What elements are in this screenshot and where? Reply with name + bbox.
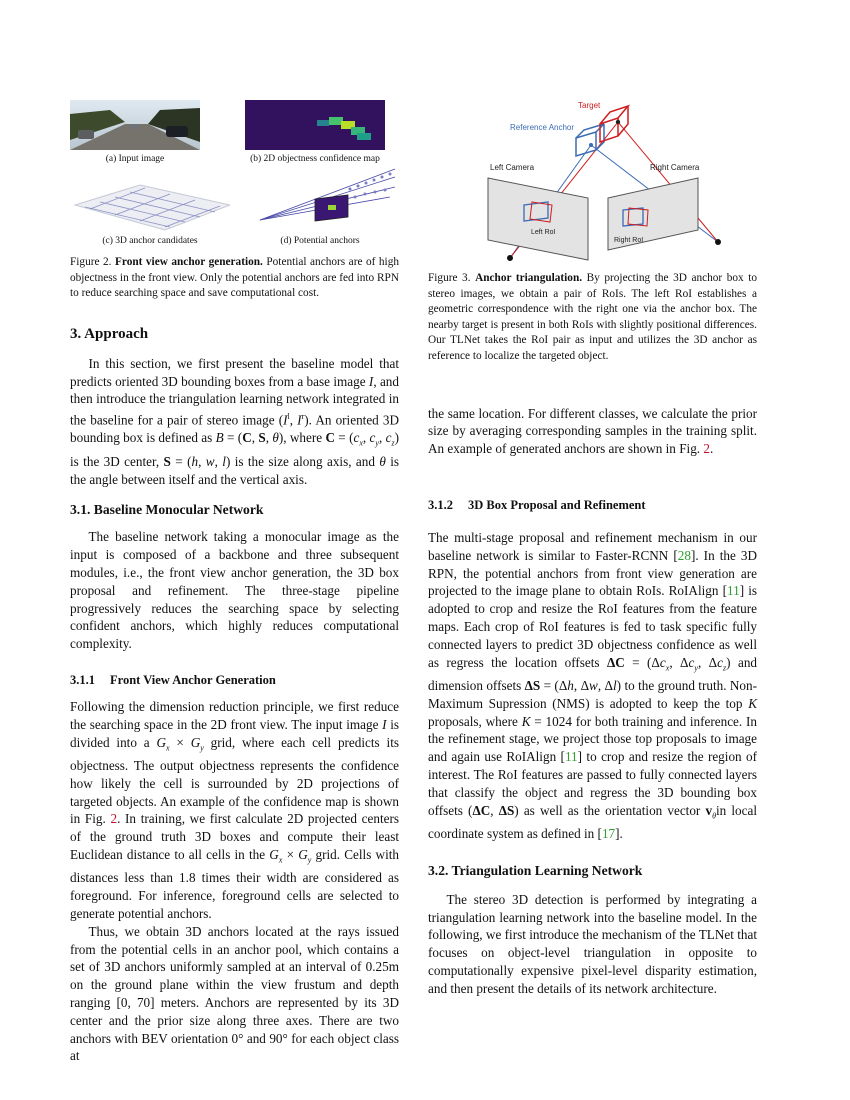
figure-3-text: By projecting the 3D anchor box to stereo images, we obtain a pair of RoIs. The left RoI establishes a geometric correspondence with the right one via the anchor box. The nearby target is present in both RoIs with slightly positional differences. Our TLNet takes the RoI pair as input and utilizes the 3D anchor as reference to localize the targeted object. [428,272,758,362]
figure-2-panel-a-input-image [70,100,200,150]
right-roi-label: Right RoI [614,237,644,244]
figure-2-caption [70,255,399,302]
tln-paragraph: The stereo 3D detection is performed by integrating a triangulation learning network into the baseline model. In the following, we first introduce the mechanism of the TLNet that focuses on object-level triangulation in opposite to computationally expensive pixel-level disparity estimation, and then present the details of its network architecture. [428,891,757,996]
figure-2-panel-d-potential-anchors [240,165,400,235]
ref-faster-rcnn[interactable]: 28 [677,547,691,563]
section-baseline-heading: 3.1. Baseline Monocular Network [70,502,264,518]
fvag-paragraph-2: Thus, we obtain 3D anchors located at the rays issued from the potential cells in an anchor pool, which contains a set of 3D anchors uniformly sampled at an interval of 0.25m on the ground plane within the view frustum and depth ranging [0, 70] meters. Anchors are represented by its 3D center and the prior size along three axes. There are two anchors with BEV orientation 0° and 90° for each object class at [70,923,399,1064]
right-column [428,90,757,998]
figure-3-caption [428,271,757,365]
figure-2-panel-c-anchor-candidates [70,175,230,235]
section-approach-heading: 3. Approach [70,325,149,342]
reference-anchor-label: Reference Anchor [510,123,575,132]
right-camera-label: Right Camera [650,163,700,172]
figure-2-subcaption-b: (b) 2D objectness confidence map [250,154,380,164]
left-roi-label: Left RoI [531,229,556,236]
figure-2-subcaption-d: (d) Potential anchors [280,236,360,246]
left-camera-label: Left Camera [490,163,535,172]
fig-2-link-2[interactable]: 2 [703,441,710,457]
bpr-paragraph: The multi-stage proposal and refinement mechanism in our baseline network is similar to Faster-RCNN [28]. In the 3D RPN, the potential anchors from front view generation are projected to the image plane to obtain RoIs. RoIAlign [11] is adopted to crop and resize the RoI features from the feature maps. Each crop of RoI features is fed to task specific fully connected layers to predict 3D objectness confidence as well as regress the location offsets $\Delta C = (\Delta c_x$, $\Delta c_y$, $\Delta c_z$) and dimension offsets ΔS = (Δh, Δw, Δl) to the ground truth. Non-Maximum Supression (NMS) is adopted to keep the top K proposals, where K = 1024 for both training and inference. In the refinement stage, we project those top proposals to image and again use RoIAlign [11] to crop and resize the region of interest. The RoI features are passed to fully connected layers that classify the object and regress the 3D bounding box offsets (ΔC, ΔS) as well as the orientation vector $v_\theta in$ local coordinate system as defined in [17]. [428,529,758,841]
left-column [70,90,399,1065]
ref-roialign-2[interactable]: 11 [564,749,578,765]
section-bpr-heading: 3.1.2 3D Box Proposal and Refinement [428,497,646,512]
figure-2-title: Front view anchor generation. [115,256,263,268]
fvag-paragraph-1: Following the dimension reduction principle, we first reduce the searching space in the 2D front view. The input image I is divided into a $G_x \times G_y$ grid, where each cell predicts its objectness. The output objectness represents the confidence how likely the cell is surrounded by 2D projections of targeted objects. An example of the confidence map is shown in Fig. 2. In training, we first calculate 2D projected centers of the ground truth 3D boxes and compute their least Euclidean distance to all cells in the $G_x \times G_y$ grid. Cells with distances less than 1.8 times their width are considered as foreground. For inference, foreground cells are selected to generate potential anchors. [70,698,400,922]
figure-3-label: Figure 3. [428,272,471,284]
figure-2 [70,90,399,255]
figure-3-anchor-triangulation-diagram [428,90,757,265]
fig-2-link[interactable]: 2 [110,811,118,827]
baseline-paragraph: The baseline network taking a monocular image as the input is composed of a backbone and three subsequent modules, i.e., the front view anchor generation, the 3D box proposal and refinement. The three-stage pipeline progressively reduces the searching space by selecting confident anchors, which highly reduces computational complexity. [70,529,399,652]
figure-2-subcaption-c: (c) 3D anchor candidates [102,236,198,246]
figure-2-subcaption-a: (a) Input image [105,154,165,164]
figure-3-title: Anchor triangulation. [475,272,583,284]
figure-2-panel-b-confidence-map [245,100,385,150]
section-fvag-heading: 3.1.1 Front View Anchor Generation [70,672,276,687]
ref-coordinate-system[interactable]: 17 [601,825,616,841]
target-label: Target [578,101,601,110]
figure-2-label: Figure 2. [70,256,112,268]
figure-2-text: Potential anchors are of high objectness in the front view. Only the potential anchors are fed into RPN to reduce searching space and save computational cost. [70,256,399,300]
approach-paragraph: In this section, we first present the baseline model that predicts oriented 3D bounding boxes from a base image I, and then introduce the triangulation learning network integrated in the baseline for a pair of stereo image ($I^l$, $I^r$). An oriented 3D bounding box is defined as B = (C, S, θ), where $C = (c_x$, $c_y$, $c_z$) is the 3D center, S = (h, w, l) is the size along axis, and θ is the angle between itself and the vertical axis. [70,355,400,487]
anchor-continuation-paragraph: the same location. For different classes, we calculate the prior size by averaging corresponding samples in the training split. An example of generated anchors are shown in Fig. 2. [428,405,757,457]
section-tln-heading: 3.2. Triangulation Learning Network [428,862,643,878]
ref-roialign[interactable]: 11 [726,583,740,599]
